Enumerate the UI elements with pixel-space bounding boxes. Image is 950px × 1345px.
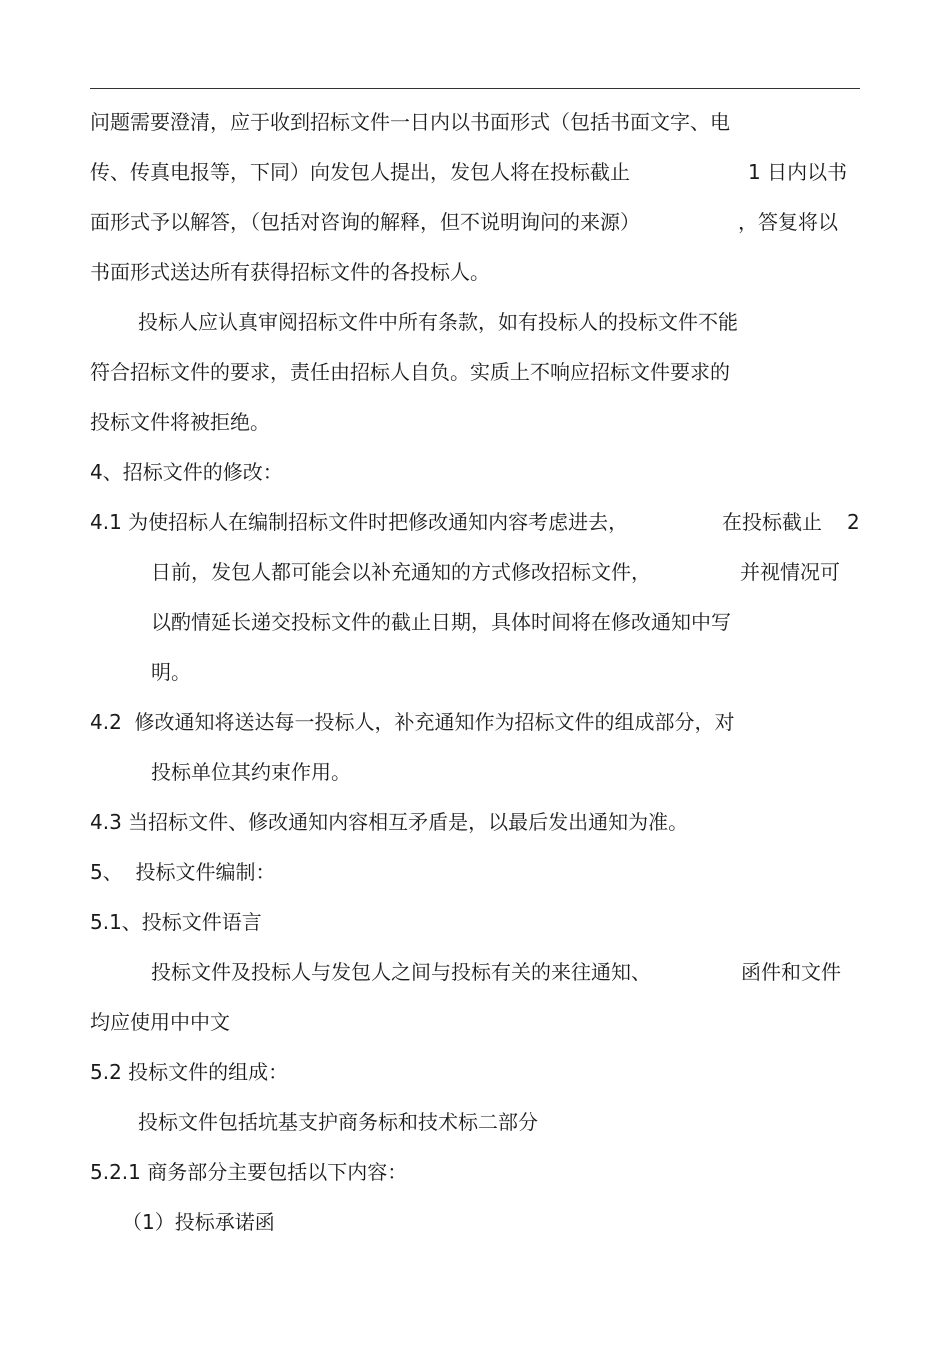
- text-line: 4.2 修改通知将送达每一投标人，补充通知作为招标文件的组成部分，对: [90, 710, 735, 734]
- text-line: 书面形式送达所有获得招标文件的各投标人。: [90, 260, 490, 284]
- list-item: （1）投标承诺函: [122, 1210, 275, 1234]
- text-line: ，答复将以: [738, 210, 838, 234]
- subsection-heading: 5.1、投标文件语言: [90, 910, 262, 934]
- subsection-heading: 5.2.1 商务部分主要包括以下内容：: [90, 1160, 408, 1184]
- text-line: 在投标截止: [722, 510, 822, 534]
- text-line: 1 日内以书: [748, 160, 848, 184]
- text-line: 问题需要澄清，应于收到招标文件一日内以书面形式（包括书面文字、电: [90, 110, 730, 134]
- text-line: 均应使用中中文: [90, 1010, 230, 1034]
- text-line: 投标单位其约束作用。: [151, 760, 351, 784]
- text-line: 以酌情延长递交投标文件的截止日期，具体时间将在修改通知中写: [151, 610, 731, 634]
- text-line: 明。: [151, 660, 191, 684]
- text-line: 投标文件及投标人与发包人之间与投标有关的来往通知、: [151, 960, 651, 984]
- text-line: 并视情况可: [740, 560, 840, 584]
- text-line: 日前，发包人都可能会以补充通知的方式修改招标文件，: [151, 560, 651, 584]
- text-line: 函件和文件: [741, 960, 841, 984]
- text-line: 投标文件包括坑基支护商务标和技术标二部分: [138, 1110, 538, 1134]
- text-line: 投标人应认真审阅招标文件中所有条款，如有投标人的投标文件不能: [138, 310, 738, 334]
- section-heading: 5、 投标文件编制：: [90, 860, 276, 884]
- text-line: 4.3 当招标文件、修改通知内容相互矛盾是，以最后发出通知为准。: [90, 810, 689, 834]
- text-line: 面形式予以解答，（包括对咨询的解释，但不说明询问的来源）: [90, 210, 640, 234]
- text-line: 传、传真电报等，下同）向发包人提出，发包人将在投标截止: [90, 160, 630, 184]
- section-heading: 4、招标文件的修改：: [90, 460, 283, 484]
- text-line: 投标文件将被拒绝。: [90, 410, 270, 434]
- text-line: 符合招标文件的要求，责任由招标人自负。实质上不响应招标文件要求的: [90, 360, 730, 384]
- header-rule: [90, 88, 860, 89]
- subsection-heading: 5.2 投标文件的组成：: [90, 1060, 289, 1084]
- text-line: 4.1 为使招标人在编制招标文件时把修改通知内容考虑进去，: [90, 510, 629, 534]
- text-line: 2: [847, 510, 860, 534]
